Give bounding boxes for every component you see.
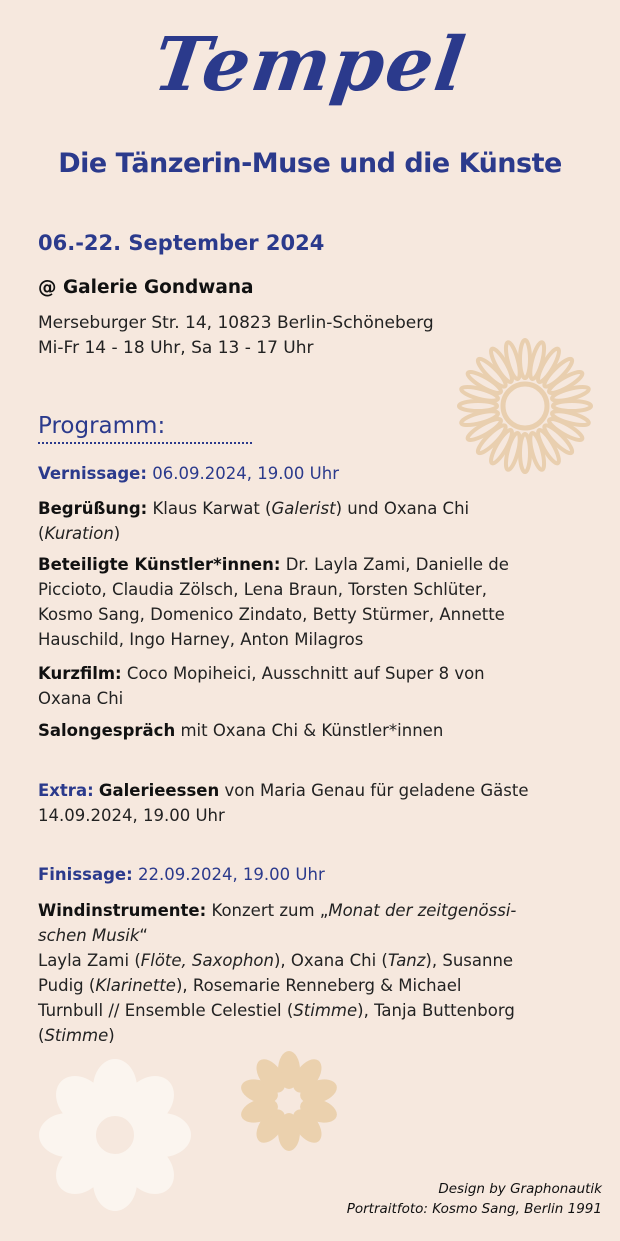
wind-l3c: ), Susanne — [425, 951, 514, 970]
shortfilm-line-1: Coco Mopiheici, Ausschnitt auf Super 8 von — [126, 664, 485, 683]
flower-ornament-bottom-icon — [36, 1056, 194, 1214]
photo-credit: Portraitfoto: Kosmo Sang, Berlin 1991 — [346, 1201, 602, 1217]
greeting-text: Klaus Karwat ( — [152, 499, 272, 518]
shortfilm-block — [38, 661, 588, 711]
wind-l6b: ) — [108, 1026, 115, 1045]
wind-quote: “ — [139, 926, 148, 945]
extra-block — [38, 778, 588, 828]
vernissage-line — [38, 461, 588, 486]
greeting-text-2: ) und Oxana Chi — [335, 499, 470, 518]
wind-l4a: Pudig ( — [38, 976, 96, 995]
salon-block — [38, 718, 588, 743]
wind-label: Windinstrumente: — [38, 901, 207, 920]
venue-name: @ Galerie Gondwana — [38, 277, 254, 298]
wind-l4i: Klarinette — [95, 976, 176, 995]
extra-date: 14.09.2024, 19.00 Uhr — [38, 806, 225, 825]
credits — [347, 1179, 602, 1219]
wind-italic-1: Monat der zeitgenössi- — [328, 901, 517, 920]
opening-hours: Mi-Fr 14 - 18 Uhr, Sa 13 - 17 Uhr — [38, 338, 314, 358]
wind-l5b: ), Tanja Buttenborg — [357, 1001, 515, 1020]
flower-ornament-mid-icon — [236, 1048, 342, 1154]
wind-l5a: Turnbull // Ensemble Celestiel ( — [38, 1001, 294, 1020]
finissage-label: Finissage: — [38, 865, 133, 884]
artists-label: Beteiligte Künstler*innen: — [38, 555, 281, 574]
artists-line-1: Dr. Layla Zami, Danielle de — [285, 555, 509, 574]
greeting-text-3: ( — [38, 524, 45, 543]
greeting-role: Galerist — [271, 499, 336, 518]
artists-line-4: Hauschild, Ingo Harney, Anton Milagros — [38, 630, 364, 649]
wind-text: Konzert zum „ — [211, 901, 329, 920]
shortfilm-line-2: Oxana Chi — [38, 689, 124, 708]
vernissage-label: Vernissage: — [38, 464, 147, 483]
greeting-block — [38, 496, 588, 546]
finissage-date: 22.09.2024, 19.00 Uhr — [137, 865, 325, 884]
wind-l3i2: Tanz — [387, 951, 426, 970]
wind-l4b: ), Rosemarie Renneberg & Michael — [175, 976, 462, 995]
wind-l5i: Stimme — [293, 1001, 358, 1020]
vernissage-date: 06.09.2024, 19.00 Uhr — [152, 464, 339, 483]
event-dates: 06.-22. September 2024 — [38, 231, 325, 255]
wind-l6i: Stimme — [44, 1026, 109, 1045]
design-credit: Design by Graphonautik — [438, 1181, 602, 1197]
extra-dinner: Galerieessen — [98, 781, 220, 800]
wind-l3i: Flöte, Saxophon — [140, 951, 274, 970]
venue-address: Merseburger Str. 14, 10823 Berlin-Schöneberg — [38, 313, 434, 333]
event-subtitle: Die Tänzerin-Muse und die Künste — [58, 148, 562, 179]
greeting-label: Begrüßung: — [38, 499, 148, 518]
event-title: Tempel — [148, 22, 472, 108]
wind-l3b: ), Oxana Chi ( — [273, 951, 388, 970]
artists-line-3: Kosmo Sang, Domenico Zindato, Betty Stürmer, Annette — [38, 605, 505, 624]
extra-label: Extra: — [38, 781, 94, 800]
finissage-line — [38, 862, 588, 887]
flower-ornament-top-icon — [455, 336, 595, 476]
extra-text: von Maria Genau für geladene Gäste — [224, 781, 529, 800]
greeting-text-4: ) — [113, 524, 121, 543]
artists-line-2: Piccioto, Claudia Zölsch, Lena Braun, Torsten Schlüter, — [38, 580, 487, 599]
salon-text: mit Oxana Chi & Künstler*innen — [180, 721, 444, 740]
wind-l6a: ( — [38, 1026, 45, 1045]
artists-block — [38, 552, 588, 652]
shortfilm-label: Kurzfilm: — [38, 664, 122, 683]
salon-label: Salongespräch — [38, 721, 176, 740]
wind-l3a: Layla Zami ( — [38, 951, 141, 970]
wind-italic-2: schen Musik — [38, 926, 140, 945]
curation-role: Kuration — [44, 524, 114, 543]
program-heading: Programm: — [38, 413, 252, 444]
wind-block — [38, 898, 588, 1048]
